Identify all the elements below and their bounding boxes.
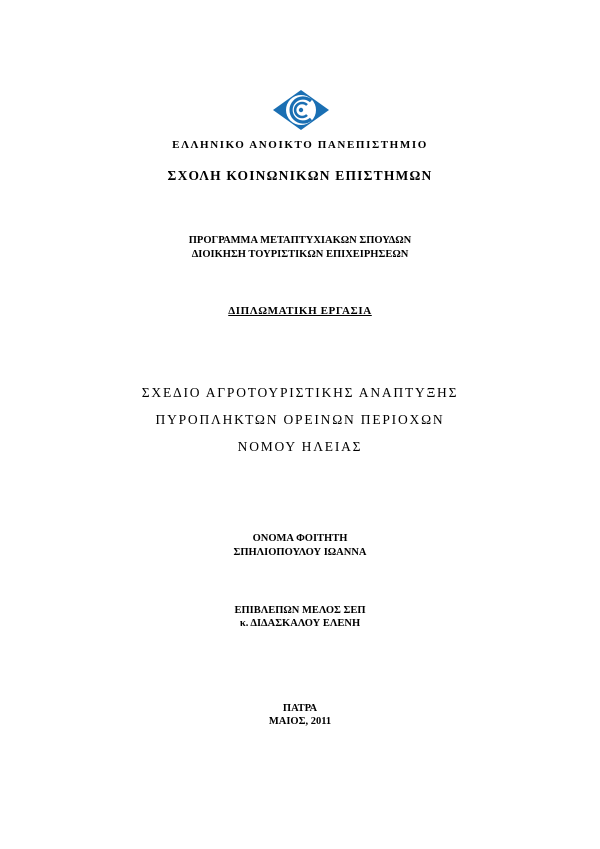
program-title: ΠΡΟΓΡΑΜΜΑ ΜΕΤΑΠΤΥΧΙΑΚΩΝ ΣΠΟΥΔΩΝ (188, 235, 412, 246)
thesis-title-line-3: ΝΟΜΟΥ ΗΛΕΙΑΣ (237, 439, 363, 454)
program-subtitle: ΔΙΟΙΚΗΣΗ ΤΟΥΡΙΣΤΙΚΩΝ ΕΠΙΧΕΙΡΗΣΕΩΝ (191, 249, 409, 260)
date: ΜΑΙΟΣ, 2011 (268, 716, 332, 727)
document-type-heading: ΔΙΠΛΩΜΑΤΙΚΗ ΕΡΓΑΣΙΑ (228, 305, 372, 317)
thesis-title-line-2: ΠΥΡΟΠΛΗΚΤΩΝ ΟΡΕΙΝΩΝ ΠΕΡΙΟΧΩΝ (155, 412, 445, 427)
thesis-title-line-1: ΣΧΕΔΙΟ ΑΓΡΟΤΟΥΡΙΣΤΙΚΗΣ ΑΝΑΠΤΥΞΗΣ (141, 385, 459, 400)
university-logo-icon (271, 88, 331, 132)
school-name: ΣΧΟΛΗ ΚΟΙΝΩΝΙΚΩΝ ΕΠΙΣΤΗΜΩΝ (167, 168, 433, 183)
city: ΠΑΤΡΑ (282, 703, 318, 714)
supervisor-name: κ. ΔΙΔΑΣΚΑΛΟΥ ΕΛΕΝΗ (239, 618, 361, 629)
student-name: ΣΠΗΛΙΟΠΟΥΛΟΥ ΙΩΑΝΝΑ (233, 547, 367, 558)
supervisor-label: ΕΠΙΒΛΕΠΩΝ ΜΕΛΟΣ ΣΕΠ (234, 605, 366, 616)
student-label: ΟΝΟΜΑ ΦΟΙΤΗΤΗ (252, 533, 348, 544)
university-name: ΕΛΛΗΝΙΚΟ ΑΝΟΙΚΤΟ ΠΑΝΕΠΙΣΤΗΜΙΟ (172, 139, 428, 151)
